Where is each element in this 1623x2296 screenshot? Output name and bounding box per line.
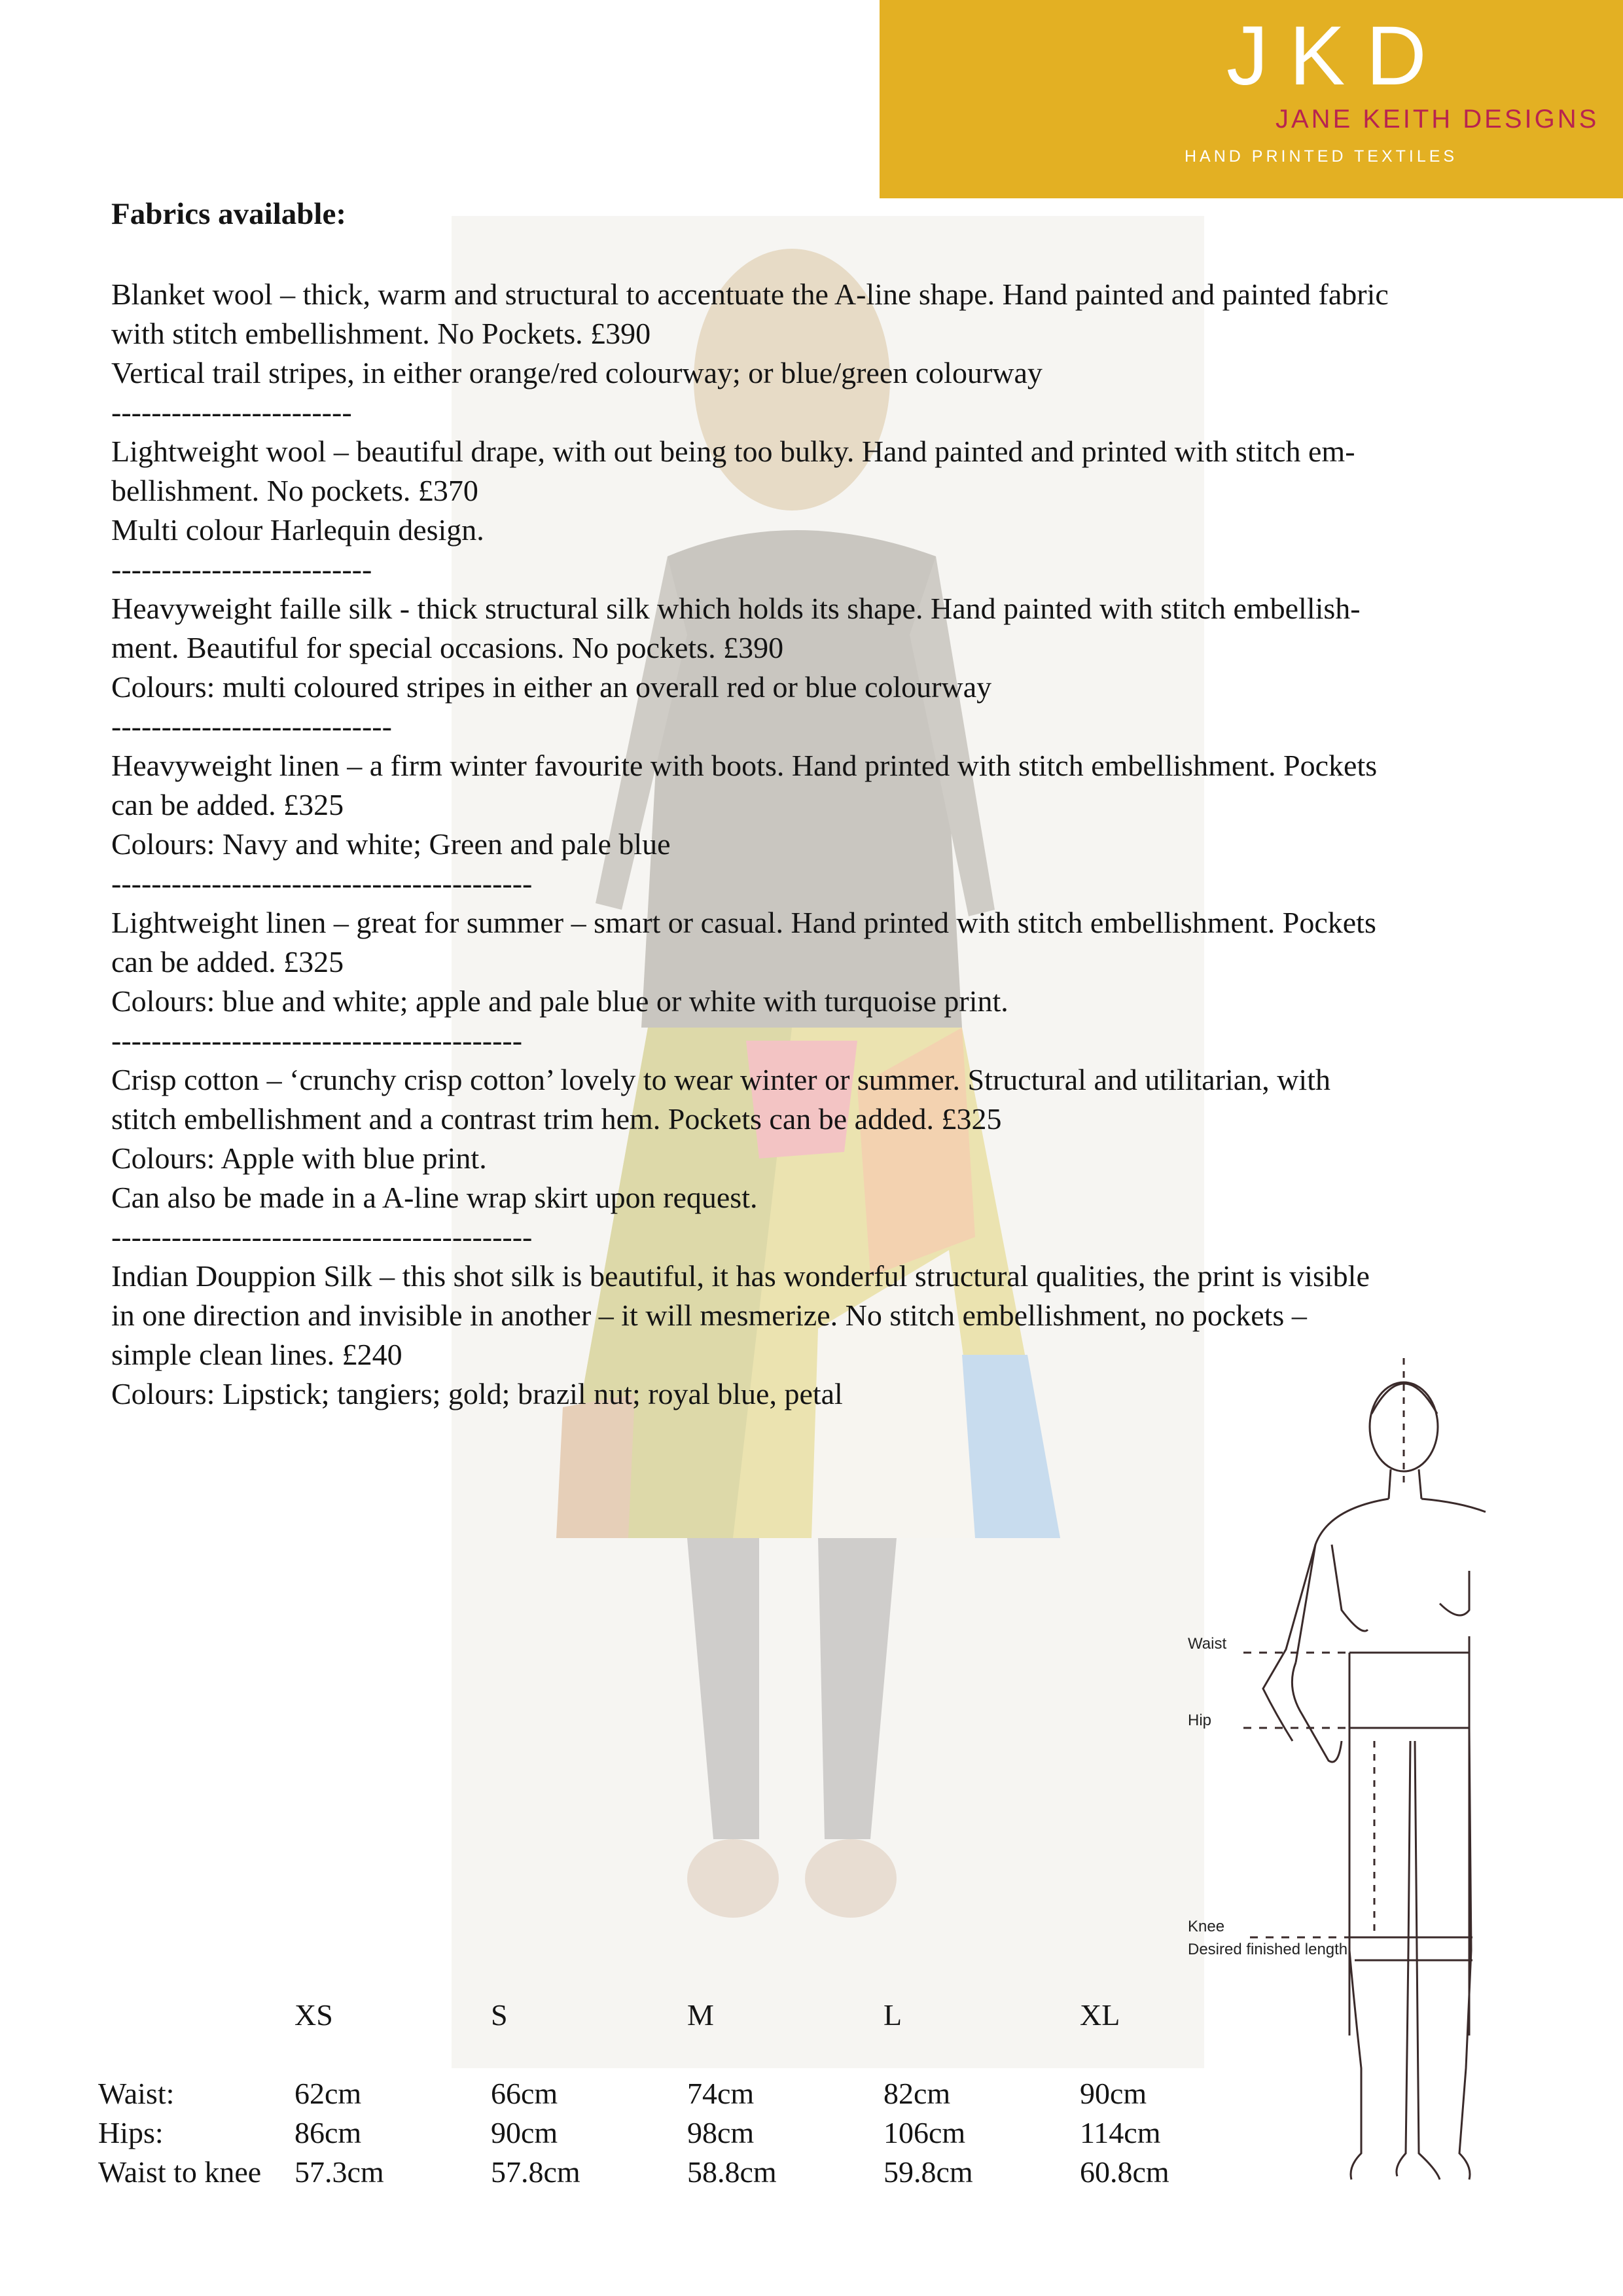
fabric-line: Blanket wool – thick, warm and structural to accentuate the A-line shape. Hand painted and painted fabric: [111, 278, 1389, 311]
table-cell: 57.3cm: [294, 2155, 384, 2189]
fabric-line: Colours: multi coloured stripes in either an overall red or blue colourway: [111, 670, 992, 704]
fabric-line: Vertical trail stripes, in either orange/red colourway; or blue/green colourway: [111, 356, 1043, 389]
table-cell: 57.8cm: [491, 2155, 580, 2189]
fabric-line: Can also be made in a A-line wrap skirt upon request.: [111, 1181, 758, 1214]
fabric-line: Heavyweight linen – a firm winter favourite with boots. Hand printed with stitch embellishment. Pockets: [111, 749, 1378, 782]
table-cell: 106cm: [883, 2116, 966, 2149]
size-header-l: L: [883, 1998, 902, 2032]
fabric-line: Lightweight wool – beautiful drape, with out being too bulky. Hand painted and printed with stitch em-: [111, 435, 1355, 468]
size-header-s: S: [491, 1998, 508, 2032]
fabric-line: simple clean lines. £240: [111, 1338, 402, 1371]
fabric-line: Multi colour Harlequin design.: [111, 513, 484, 547]
size-header-xs: XS: [294, 1998, 333, 2032]
row-label-hips: Hips:: [98, 2116, 164, 2149]
fabric-line: can be added. £325: [111, 945, 344, 978]
fabric-line: Colours: Lipstick; tangiers; gold; brazil nut; royal blue, petal: [111, 1377, 843, 1410]
label-waist: Waist: [1188, 1635, 1227, 1653]
fabric-line: Lightweight linen – great for summer – smart or casual. Hand printed with stitch embellishment. Pockets: [111, 906, 1376, 939]
fabric-line: stitch embellishment and a contrast trim hem. Pockets can be added. £325: [111, 1102, 1002, 1136]
fabrics-heading: Fabrics available:: [111, 197, 346, 231]
size-header-xl: XL: [1080, 1998, 1120, 2032]
fabric-divider: ------------------------------------------: [111, 1220, 533, 1253]
brand-logo: [880, 0, 1623, 198]
brand-name: JANE KEITH DESIGNS: [1275, 105, 1599, 134]
fabric-line: Heavyweight faille silk - thick structural silk which holds its shape. Hand painted with stitch embellish-: [111, 592, 1361, 625]
body-outline-drawing: [1178, 1348, 1492, 2199]
fabric-divider: ------------------------------------------: [111, 867, 533, 900]
fabric-list: [111, 275, 1518, 1414]
table-cell: 59.8cm: [883, 2155, 973, 2189]
fabric-divider: ------------------------: [111, 395, 352, 429]
fabric-line: Colours: blue and white; apple and pale blue or white with turquoise print.: [111, 984, 1008, 1018]
label-desired-length: Desired finished length: [1188, 1941, 1348, 1958]
table-cell: 66cm: [491, 2077, 558, 2110]
table-cell: 90cm: [1080, 2077, 1147, 2110]
fabric-line: can be added. £325: [111, 788, 344, 821]
table-cell: 114cm: [1080, 2116, 1161, 2149]
measurement-figure: [1178, 1348, 1492, 2199]
fabric-line: Crisp cotton – ‘crunchy crisp cotton’ lovely to wear winter or summer. Structural and utilitarian, with: [111, 1063, 1330, 1096]
fabric-divider: ----------------------------: [111, 709, 392, 743]
fabric-line: Indian Douppion Silk – this shot silk is beautiful, it has wonderful structural qualities, the print is visible: [111, 1259, 1370, 1293]
fabric-line: in one direction and invisible in another – it will mesmerize. No stitch embellishment, no pockets –: [111, 1299, 1307, 1332]
fabric-line: Colours: Apple with blue print.: [111, 1141, 487, 1175]
table-cell: 82cm: [883, 2077, 951, 2110]
logo-mark: JKD: [1226, 9, 1448, 103]
size-header-m: M: [687, 1998, 714, 2032]
table-cell: 60.8cm: [1080, 2155, 1169, 2189]
table-cell: 74cm: [687, 2077, 755, 2110]
table-cell: 86cm: [294, 2116, 362, 2149]
fabric-divider: --------------------------: [111, 552, 372, 586]
label-hip: Hip: [1188, 1712, 1212, 1729]
table-cell: 90cm: [491, 2116, 558, 2149]
table-cell: 98cm: [687, 2116, 755, 2149]
table-cell: 62cm: [294, 2077, 362, 2110]
label-knee: Knee: [1188, 1918, 1225, 1935]
fabric-line: Colours: Navy and white; Green and pale blue: [111, 827, 671, 861]
fabric-divider: -----------------------------------------: [111, 1024, 523, 1057]
table-cell: 58.8cm: [687, 2155, 777, 2189]
fabric-line: ment. Beautiful for special occasions. No pockets. £390: [111, 631, 784, 664]
row-label-waist: Waist:: [98, 2077, 175, 2110]
row-label-waist-to-knee: Waist to knee: [98, 2155, 262, 2189]
fabric-line: with stitch embellishment. No Pockets. £390: [111, 317, 651, 350]
fabric-line: bellishment. No pockets. £370: [111, 474, 478, 507]
brand-tagline: HAND PRINTED TEXTILES: [1185, 147, 1458, 166]
